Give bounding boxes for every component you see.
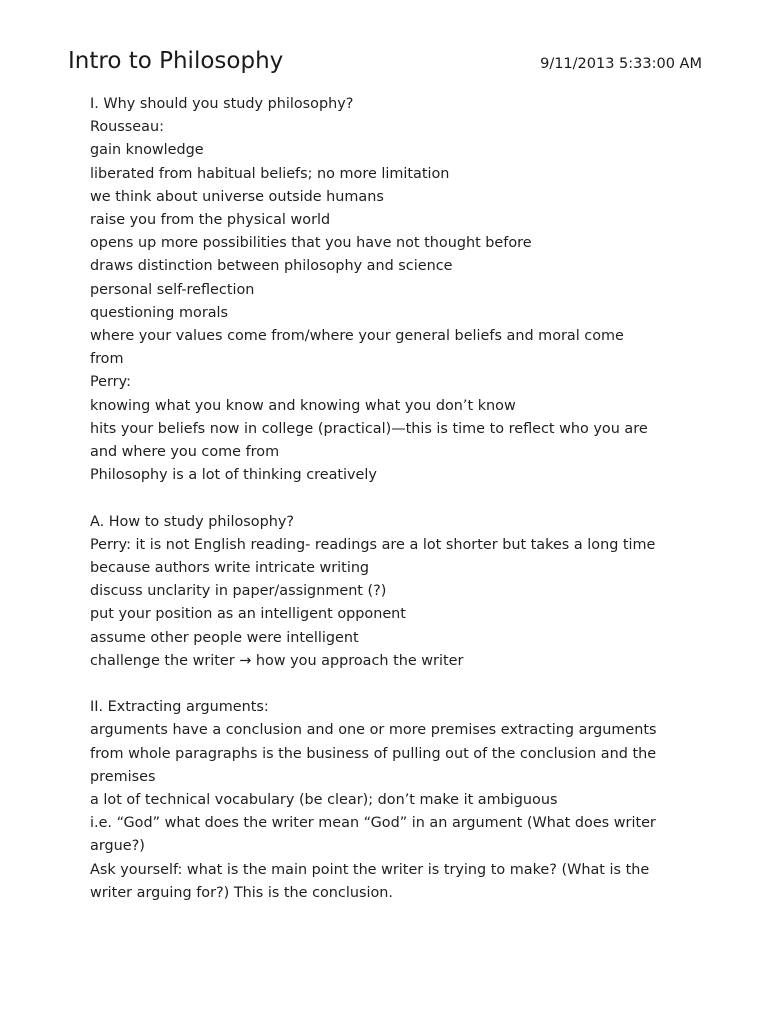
- text-line: Philosophy is a lot of thinking creatively: [90, 467, 377, 484]
- text-line: because authors write intricate writing: [90, 560, 370, 577]
- section-heading: II. Extracting arguments:: [90, 699, 269, 716]
- document-header: [68, 44, 702, 78]
- text-line: raise you from the physical world: [90, 212, 331, 229]
- text-line: assume other people were intelligent: [90, 629, 359, 646]
- text-line: Ask yourself: what is the main point the writer is trying to make? (What is the writer arguing for?) This is the conclusion.: [90, 861, 650, 901]
- section-heading: A. How to study philosophy?: [90, 513, 294, 530]
- text-line: liberated from habitual beliefs; no more limitation: [90, 165, 450, 182]
- text-line: arguments have a conclusion and one or more premises extracting arguments from whole paragraphs is the business of pulling out of the conclusion and the premises: [90, 722, 657, 785]
- text-line: Perry: it is not English reading- readings are a lot shorter but takes a long time: [90, 536, 656, 553]
- text-line: a lot of technical vocabulary (be clear); don’t make it ambiguous: [90, 792, 558, 809]
- text-line: we think about universe outside humans: [90, 188, 384, 205]
- text-line: where your values come from/where your general beliefs and moral come from: [90, 328, 624, 368]
- text-line: knowing what you know and knowing what you don’t know: [90, 397, 516, 414]
- document-title: Intro to Philosophy: [68, 48, 284, 74]
- text-line: put your position as an intelligent opponent: [90, 606, 406, 623]
- paragraph-gap: [90, 487, 670, 510]
- text-line: Rousseau:: [90, 119, 164, 136]
- text-line: draws distinction between philosophy and science: [90, 258, 453, 275]
- section-heading: I. Why should you study philosophy?: [90, 96, 354, 112]
- text-line: challenge the writer → how you approach the writer: [90, 652, 464, 669]
- text-line: gain knowledge: [90, 142, 204, 159]
- text-line: i.e. “God” what does the writer mean “God” in an argument (What does writer argue?): [90, 815, 656, 855]
- text-line: opens up more possibilities that you have not thought before: [90, 235, 532, 252]
- document-timestamp: 9/11/2013 5:33:00 AM: [540, 56, 702, 72]
- text-line: questioning morals: [90, 304, 229, 321]
- text-line: discuss unclarity in paper/assignment (?): [90, 583, 387, 600]
- text-line: Perry:: [90, 374, 131, 391]
- paragraph-gap: [90, 673, 670, 696]
- text-line: personal self-reflection: [90, 281, 255, 298]
- document-body: [90, 93, 670, 905]
- text-line: hits your beliefs now in college (practical)—this is time to reflect who you are and where you come from: [90, 420, 648, 461]
